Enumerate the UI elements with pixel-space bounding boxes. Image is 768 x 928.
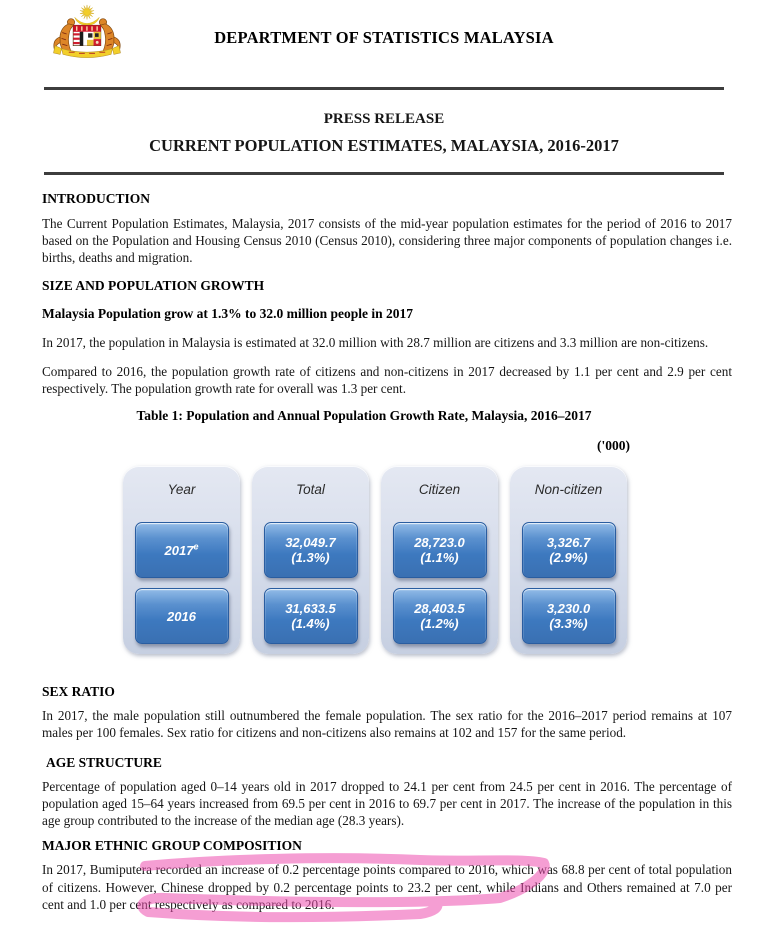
cell-value: 2017 (164, 542, 194, 558)
cell-growth-rate: (1.2%) (420, 616, 459, 631)
cell-growth-rate: (3.3%) (549, 616, 588, 631)
paragraph-introduction: The Current Population Estimates, Malaysia, 2017 consists of the mid-year population estimates for the period of 2016 to 2017 based on the Population and Housing Census 2010 (Census 2010), considering three major components of population changes i.e. births, deaths and migration. (42, 216, 732, 265)
paragraph-sex-ratio: In 2017, the male population still outnumbered the female population. The sex ratio for the 2016–2017 period remains at 107 males per 100 females. Sex ratio for citizens and non-citizens also remains at 102 and 157 for the same period. (42, 708, 732, 740)
table1-column-total (252, 466, 369, 654)
paragraph-size-growth-1: In 2017, the population in Malaysia is estimated at 32.0 million with 28.7 million are citizens and 3.3 million are non-citizens. (42, 335, 709, 350)
cell-value: 3,230.0 (546, 601, 591, 616)
table1-column-citizen (381, 466, 498, 654)
cell-growth-rate: (2.9%) (549, 550, 588, 565)
table1-column-year (123, 466, 240, 654)
heading-ethnic-composition: MAJOR ETHNIC GROUP COMPOSITION (42, 838, 302, 853)
cell-value: 2016 (167, 608, 196, 624)
cell-value: 28,403.5 (414, 601, 465, 616)
cell-growth-rate: (1.3%) (291, 550, 330, 565)
heading-introduction: INTRODUCTION (42, 191, 151, 206)
table1-title: Table 1: Population and Annual Population Growth Rate, Malaysia, 2016–2017 (136, 408, 592, 423)
heading-sex-ratio: SEX RATIO (42, 684, 115, 699)
cell-value: 31,633.5 (285, 601, 336, 616)
cell-growth-rate: (1.4%) (291, 616, 330, 631)
paragraph-ethnic-composition: In 2017, Bumiputera recorded an increase of 0.2 percentage points compared to 2016, which was 68.8 per cent of total population of citizens. However, Chinese dropped by 0.2 percentage points to 23.2 per cent, while Indians and Others remained at 7.0 per cent and 1.0 per cent respectively as compared to 2016. (42, 862, 732, 912)
org-title: DEPARTMENT OF STATISTICS MALAYSIA (214, 28, 554, 47)
press-release-label: PRESS RELEASE (323, 111, 445, 127)
cell-year-2016 (135, 588, 229, 644)
header-divider (44, 87, 724, 90)
cell-non-citizen-2017 (522, 522, 616, 578)
cell-total-2016 (264, 588, 358, 644)
cell-total-2017 (264, 522, 358, 578)
cell-value: 28,723.0 (414, 535, 465, 550)
table1-graphic (123, 466, 627, 654)
column-header-non-citizen: Non-citizen (534, 482, 603, 497)
estimate-superscript: e (193, 541, 199, 552)
paragraph-size-growth-2: Compared to 2016, the population growth rate of citizens and non-citizens in 2017 decreased by 1.1 per cent and 2.9 per cent respectively. The population growth rate for overall was 1.3 per cent. (42, 364, 732, 396)
column-header-citizen: Citizen (418, 482, 461, 497)
paragraph-age-structure: Percentage of population aged 0–14 years old in 2017 dropped to 24.1 per cent from 24.5 per cent in 2016. The percentage of population aged 15–64 years increased from 69.5 per cent in 2016 to 69.7 per cent in 2017. The increase of the population in this age group contributed to the increase of the median age (28.3 years). (42, 779, 732, 828)
cell-value: 3,326.7 (546, 535, 591, 550)
cell-growth-rate: (1.1%) (420, 550, 459, 565)
cell-citizen-2017 (393, 522, 487, 578)
heading-size-growth: SIZE AND POPULATION GROWTH (42, 278, 265, 293)
column-header-total: Total (296, 482, 325, 497)
title-divider (44, 172, 724, 175)
cell-non-citizen-2016 (522, 588, 616, 644)
table1-unit-label: ('000) (597, 438, 630, 453)
cell-year-2017 (135, 522, 229, 578)
subheading-size-growth: Malaysia Population grow at 1.3% to 32.0 million people in 2017 (42, 306, 414, 321)
heading-age-structure: AGE STRUCTURE (46, 755, 162, 770)
document-title: CURRENT POPULATION ESTIMATES, MALAYSIA, 2016-2017 (149, 136, 619, 155)
table1-column-non-citizen (510, 466, 627, 654)
column-header-year: Year (167, 482, 196, 497)
cell-citizen-2016 (393, 588, 487, 644)
cell-value: 32,049.7 (285, 535, 336, 550)
